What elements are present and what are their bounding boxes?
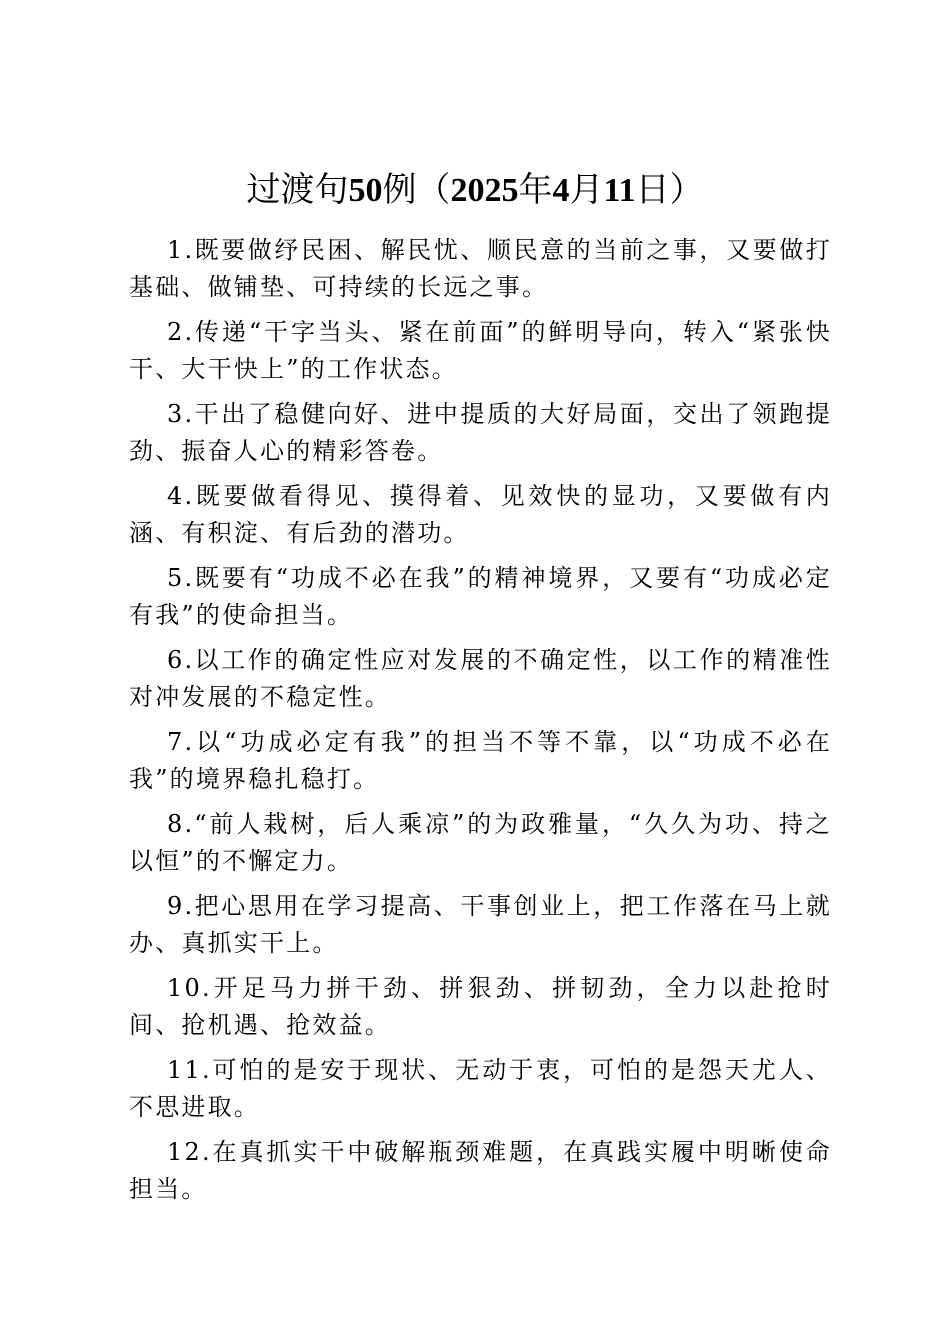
- list-item: 1.既要做纾民困、解民忧、顺民意的当前之事，又要做打基础、做铺垫、可持续的长远之事。: [129, 236, 832, 301]
- title-text: 例（: [382, 170, 451, 210]
- title-text: 月: [569, 170, 604, 210]
- list-item: 2.传递“干字当头、紧在前面”的鲜明导向，转入“紧张快干、大干快上”的工作状态。: [129, 318, 832, 383]
- list-item: 11.可怕的是安于现状、无动于衷，可怕的是怨天尤人、不思进取。: [129, 1056, 832, 1121]
- title-number: 50: [348, 172, 383, 209]
- title-month: 4: [552, 172, 570, 209]
- sentence-list: [129, 232, 832, 1216]
- title-text: 日）: [635, 170, 704, 210]
- list-item: 8.“前人栽树，后人乘凉”的为政雅量，“久久为功、持之以恒”的不懈定力。: [129, 810, 832, 875]
- list-item: 10.开足马力拼干劲、拼狠劲、拼韧劲，全力以赴抢时间、抢机遇、抢效益。: [129, 974, 832, 1039]
- list-item: 5.既要有“功成不必在我”的精神境界，又要有“功成必定有我”的使命担当。: [129, 564, 832, 629]
- list-item: 4.既要做看得见、摸得着、见效快的显功，又要做有内涵、有积淀、有后劲的潜功。: [129, 482, 832, 547]
- title-text: 过渡句: [246, 170, 349, 210]
- page-title: [0, 166, 950, 215]
- list-item: 6.以工作的确定性应对发展的不确定性，以工作的精准性对冲发展的不稳定性。: [129, 646, 832, 711]
- list-item: 12.在真抓实干中破解瓶颈难题，在真践实履中明晰使命担当。: [129, 1138, 832, 1203]
- list-item: 3.干出了稳健向好、进中提质的大好局面，交出了领跑提劲、振奋人心的精彩答卷。: [129, 400, 832, 465]
- list-item: 9.把心思用在学习提高、干事创业上，把工作落在马上就办、真抓实干上。: [129, 892, 832, 957]
- title-text: 年: [518, 170, 553, 210]
- title-day: 11: [603, 172, 636, 209]
- title-year: 2025: [450, 172, 519, 209]
- list-item: 7.以“功成必定有我”的担当不等不靠，以“功成不必在我”的境界稳扎稳打。: [129, 728, 832, 793]
